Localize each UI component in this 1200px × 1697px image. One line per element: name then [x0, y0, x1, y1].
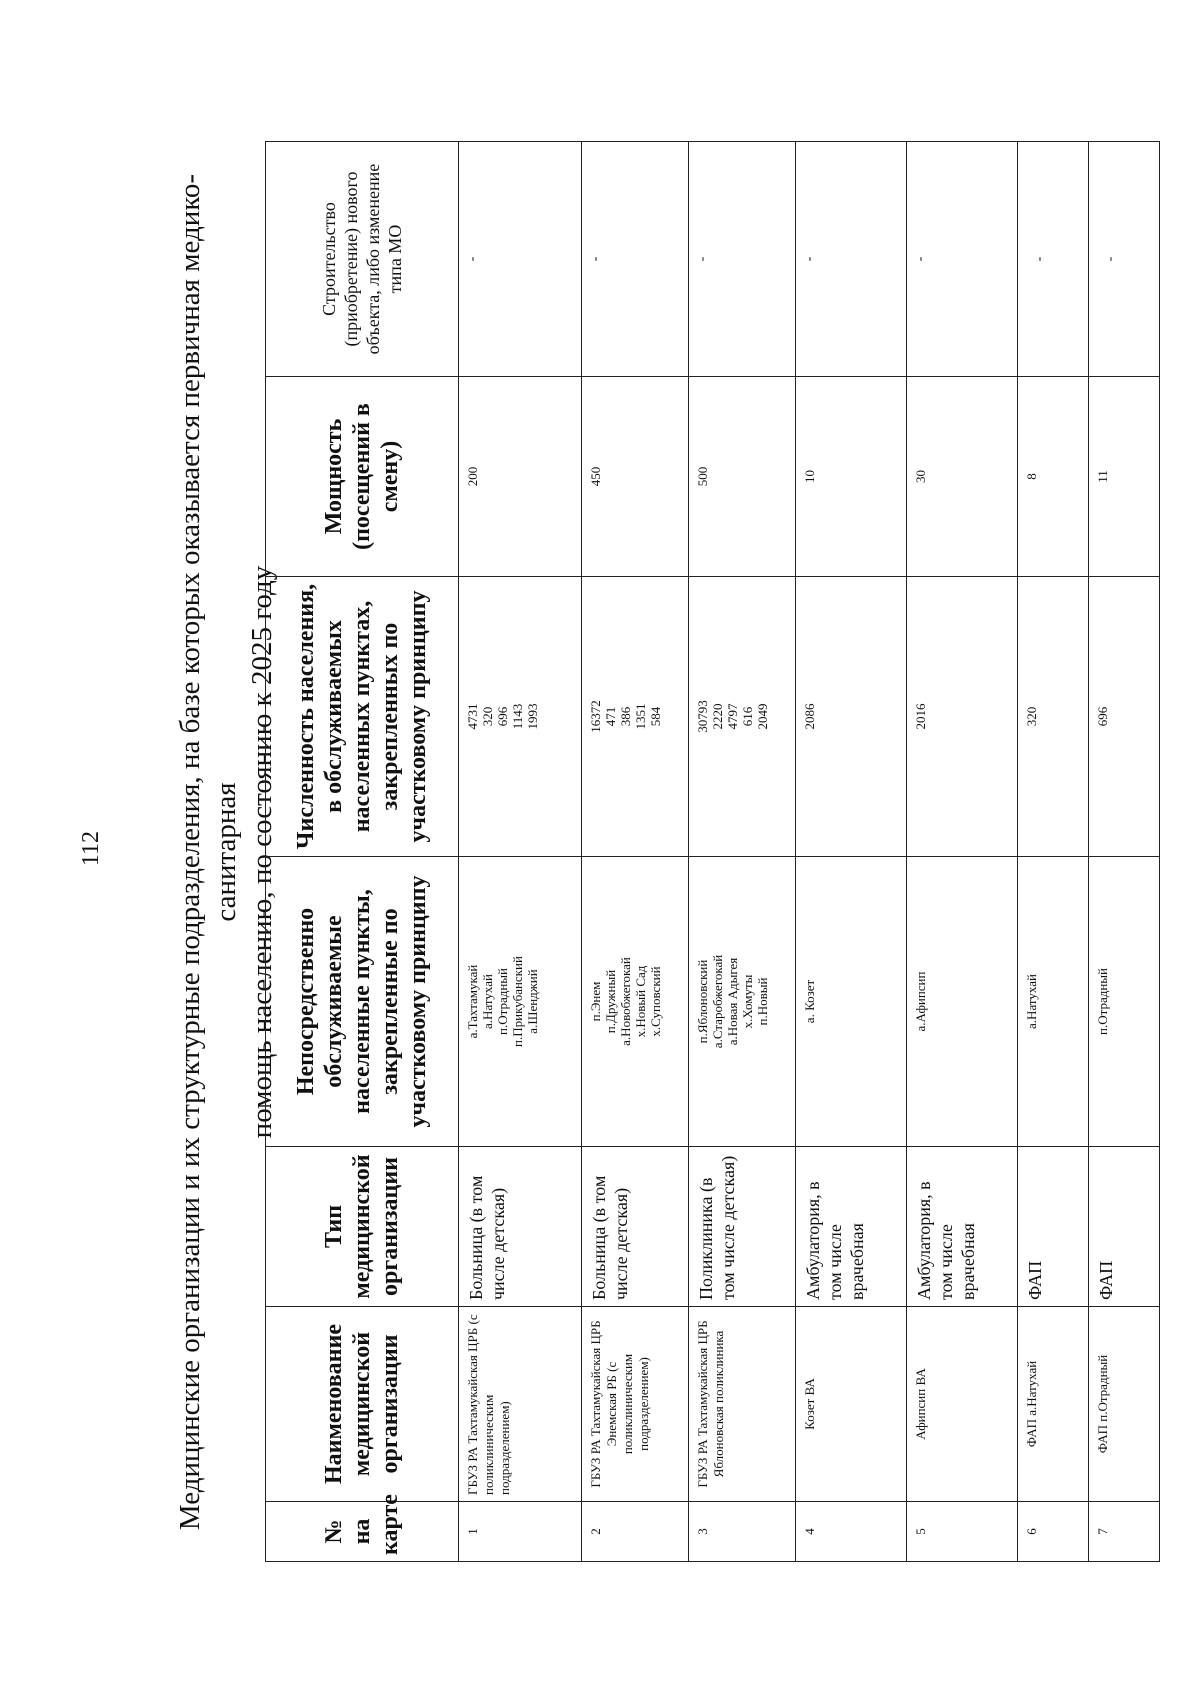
population-item: 2049 [755, 703, 770, 730]
population-item: 2220 [710, 703, 725, 730]
point-item: х.Новый Сад [633, 965, 648, 1038]
cell-capacity: 8 [1018, 377, 1089, 577]
cell-type: Больница (в том числе детская) [582, 1147, 689, 1307]
cell-points [796, 857, 907, 1147]
cell-population [689, 577, 796, 857]
table-row [1018, 142, 1089, 1562]
cell-name: ГБУЗ РА Тахтамукайская ЦРБ Энемская РБ (с поликлиническим подразделением) [582, 1307, 689, 1502]
header-name: Наименование медицинской организации [266, 1307, 459, 1502]
cell-points [582, 857, 689, 1147]
title-line-2: помощь населению, по состоянию к 2025 году [246, 565, 278, 1139]
cell-construction: - [582, 142, 689, 377]
population-item: 4731 [465, 703, 480, 730]
cell-construction: - [1018, 142, 1089, 377]
page-number: 112 [78, 830, 104, 867]
cell-num: 3 [689, 1502, 796, 1562]
cell-name: Афипсип ВА [907, 1307, 1018, 1502]
cell-population [1018, 577, 1089, 857]
cell-type: Амбулатория, в том числе врачебная [796, 1147, 907, 1307]
cell-construction: - [907, 142, 1018, 377]
cell-type: ФАП [1089, 1147, 1160, 1307]
cell-construction: - [459, 142, 582, 377]
cell-construction: - [689, 142, 796, 377]
cell-points [907, 857, 1018, 1147]
cell-capacity: 11 [1089, 377, 1160, 577]
population-item: 386 [618, 706, 633, 727]
point-item: п.Яблоновский [695, 959, 710, 1044]
point-item: а.Старобжегокай [710, 954, 725, 1049]
table-row [689, 142, 796, 1562]
cell-type: Амбулатория, в том числе врачебная [907, 1147, 1018, 1307]
population-item: 696 [1095, 706, 1110, 727]
population-item: 1993 [525, 703, 540, 730]
cell-population [796, 577, 907, 857]
cell-num: 2 [582, 1502, 689, 1562]
cell-points [1089, 857, 1160, 1147]
cell-capacity: 200 [459, 377, 582, 577]
population-item: 2016 [913, 703, 928, 730]
point-item: а.Шенджий [525, 969, 540, 1034]
cell-num: 5 [907, 1502, 1018, 1562]
point-item: а.Афипсип [913, 971, 928, 1032]
population-item: 616 [740, 706, 755, 727]
medical-organizations-table [265, 141, 1160, 1562]
cell-points [689, 857, 796, 1147]
title-line-1: Медицинские организации и их структурные подразделения, на базе которых оказывается первичная медико-санитарная [174, 173, 242, 1531]
point-item: а.Натухай [480, 974, 495, 1029]
population-item: 696 [495, 706, 510, 727]
header-row [266, 142, 459, 1562]
header-points: Непосредственно обслуживаемые населенные пункты, закрепленные по участковому принципу [266, 857, 459, 1147]
population-item: 30793 [695, 700, 710, 733]
cell-name: ФАП а.Натухай [1018, 1307, 1089, 1502]
cell-population [582, 577, 689, 857]
cell-num: 1 [459, 1502, 582, 1562]
point-item: а.Тахтамукай [465, 964, 480, 1039]
cell-num: 6 [1018, 1502, 1089, 1562]
cell-population [459, 577, 582, 857]
table-row [796, 142, 907, 1562]
cell-num: 4 [796, 1502, 907, 1562]
cell-capacity: 10 [796, 377, 907, 577]
cell-points [1018, 857, 1089, 1147]
cell-type: ФАП [1018, 1147, 1089, 1307]
cell-name: ГБУЗ РА Тахтамукайская ЦРБ Яблоновская поликлиника [689, 1307, 796, 1502]
header-construction: Строительство (приобретение) нового объекта, либо изменение типа МО [266, 142, 459, 377]
point-item: п.Дружный [603, 969, 618, 1034]
cell-name: ФАП п.Отрадный [1089, 1307, 1160, 1502]
cell-capacity: 30 [907, 377, 1018, 577]
population-item: 1143 [510, 703, 525, 730]
table-row [582, 142, 689, 1562]
population-item: 4797 [725, 703, 740, 730]
population-item: 471 [603, 706, 618, 727]
table-row [1089, 142, 1160, 1562]
cell-construction: - [796, 142, 907, 377]
point-item: п.Новый [755, 977, 770, 1026]
cell-capacity: 450 [582, 377, 689, 577]
cell-name: Козет ВА [796, 1307, 907, 1502]
cell-type: Поликлиника (в том числе детская) [689, 1147, 796, 1307]
cell-type: Больница (в том числе детская) [459, 1147, 582, 1307]
cell-points [459, 857, 582, 1147]
cell-population [1089, 577, 1160, 857]
cell-num: 7 [1089, 1502, 1160, 1562]
population-item: 16372 [588, 700, 603, 733]
header-type: Тип медицинской организации [266, 1147, 459, 1307]
header-capacity: Мощность (посещений в смену) [266, 377, 459, 577]
table-row [907, 142, 1018, 1562]
cell-population [907, 577, 1018, 857]
point-item: х.Суповский [648, 966, 663, 1037]
point-item: х.Хомуты [740, 974, 755, 1029]
cell-construction: - [1089, 142, 1160, 377]
point-item: п.Отрадный [1095, 968, 1110, 1035]
point-item: а.Новая Адыгея [725, 957, 740, 1046]
table-row [459, 142, 582, 1562]
header-num: № на карте [266, 1502, 459, 1562]
point-item: п.Энем [588, 981, 603, 1022]
cell-capacity: 500 [689, 377, 796, 577]
population-item: 2086 [802, 703, 817, 730]
population-item: 320 [480, 706, 495, 727]
point-item: а. Козет [802, 979, 817, 1024]
population-item: 1351 [633, 703, 648, 730]
header-population: Численность населения, в обслуживаемых населенных пунктах, закрепленных по участковому принципу [266, 577, 459, 857]
population-item: 584 [648, 706, 663, 727]
cell-name: ГБУЗ РА Тахтамукайская ЦРБ (с поликлиническим подразделением) [459, 1307, 582, 1502]
population-item: 320 [1024, 706, 1039, 727]
point-item: а.Натухай [1024, 974, 1039, 1029]
point-item: п.Отрадный [495, 968, 510, 1035]
point-item: а.Новобжегокай [618, 957, 633, 1046]
document-title [172, 157, 280, 1547]
point-item: п.Прикубанский [510, 956, 525, 1047]
